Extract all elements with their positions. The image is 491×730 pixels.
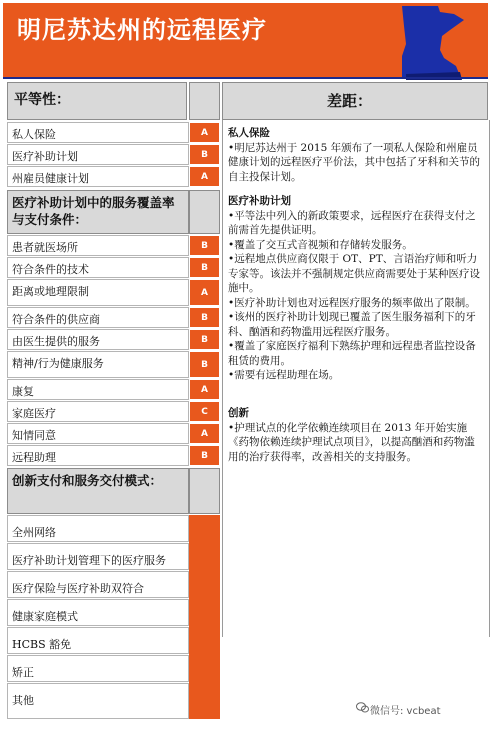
minnesota-map-icon (398, 6, 468, 80)
table-row (7, 515, 189, 542)
gap-section-innovation (228, 406, 480, 464)
section-paragraph: •远程地点供应商仅限于 OT、PT、言语治疗师和听力专家等。该法并不强制规定供应商需要处于某种医疗设施中。 (228, 253, 480, 294)
grade-badge: A (189, 279, 220, 306)
grade-badge: C (189, 401, 220, 422)
table-row (7, 445, 189, 466)
gap-section-private (228, 126, 480, 184)
section-paragraph: •需要有远程助理在场。 (228, 369, 340, 381)
table-row (7, 627, 189, 654)
innovation-header-side (189, 468, 220, 514)
grade-badge: B (189, 257, 220, 278)
row-label: 全州网络 (12, 526, 56, 539)
row-label: 由医生提供的服务 (12, 335, 100, 348)
grade-badge: A (189, 166, 220, 187)
row-label: 符合条件的技术 (12, 263, 89, 276)
row-label: 私人保险 (12, 128, 56, 141)
grade-badge: B (189, 307, 220, 328)
row-label: 州雇员健康计划 (12, 172, 89, 185)
table-row (7, 122, 189, 143)
section-paragraph: •明尼苏达州于 2015 年颁布了一项私人保险和州雇员健康计划的远程医疗平价法，其中包括了牙科和关节的自主投保计划。 (228, 141, 480, 183)
grade-badge: A (189, 379, 220, 400)
table-row (7, 423, 189, 444)
section-title: 私人保险 (228, 127, 270, 139)
equality-header-side (189, 82, 220, 120)
gap-header-text: 差距： (327, 92, 373, 110)
row-label: 距离或地理限制 (12, 285, 89, 298)
grade-badge: B (189, 235, 220, 256)
table-row (7, 279, 189, 306)
title-banner (3, 3, 488, 77)
row-label: HCBS 豁免 (12, 638, 72, 651)
row-label: 家庭医疗 (12, 407, 56, 420)
table-row (7, 235, 189, 256)
row-label: 患者就医场所 (12, 241, 78, 254)
table-row (7, 571, 189, 598)
row-label: 矫正 (12, 666, 34, 679)
row-label: 医疗补助计划管理下的医疗服务 (12, 554, 166, 567)
table-row (7, 144, 189, 165)
table-row (7, 351, 189, 378)
grade-badge: B (189, 351, 220, 378)
table-row (7, 401, 189, 422)
watermark-text: 微信号: vcbeat (370, 706, 441, 717)
section-paragraph: •覆盖了交互式音视频和存储转发服务。 (228, 238, 413, 251)
equality-header-text: 平等性： (14, 92, 70, 108)
coverage-header-side (189, 190, 220, 234)
table-row (7, 329, 189, 350)
table-row (7, 599, 189, 626)
grade-badge: B (189, 144, 220, 165)
row-label: 医疗补助计划 (12, 150, 78, 163)
row-label: 知情同意 (12, 429, 56, 442)
grade-badge: B (189, 445, 220, 466)
table-row (7, 543, 189, 570)
gap-header (222, 82, 488, 120)
innovation-accent-bar (189, 515, 220, 719)
grade-badge: B (189, 329, 220, 350)
table-row (7, 683, 189, 719)
table-row (7, 655, 189, 682)
section-paragraph: •该州的医疗补助计划现已覆盖了医生服务福利下的牙科、酗酒和药物滥用远程医疗服务。 (228, 311, 476, 338)
coverage-header: 医疗补助计划中的服务覆盖率与支付条件： (7, 190, 189, 234)
banner-divider (3, 77, 488, 79)
page-title: 明尼苏达州的远程医疗 (17, 16, 267, 44)
row-label: 远程助理 (12, 451, 56, 464)
row-label: 符合条件的供应商 (12, 313, 100, 326)
row-label: 医疗保险与医疗补助双符合 (12, 582, 144, 595)
gap-section-medicaid (228, 194, 480, 383)
section-title: 创新 (228, 407, 249, 419)
section-paragraph: •医疗补助计划也对远程医疗服务的频率做出了限制。 (228, 296, 476, 309)
row-label: 康复 (12, 385, 34, 398)
section-paragraph: •护理试点的化学依赖连续项目在 2013 年开始实施《药物依赖连续护理试点项目》，以提高酗酒和药物滥用的治疗获得率，改善相关的支持服务。 (228, 421, 475, 463)
section-paragraph: •覆盖了家庭医疗福利下熟练护理和远程患者监控设备租赁的费用。 (228, 340, 476, 367)
table-row (7, 166, 189, 187)
row-label: 健康家庭模式 (12, 610, 78, 623)
grade-badge: A (189, 423, 220, 444)
wechat-icon (356, 702, 369, 713)
grade-badge: A (189, 122, 220, 143)
innovation-header: 创新支付和服务交付模式： (7, 468, 189, 514)
section-paragraph: •平等法中列入的新政策要求，远程医疗在获得支付之前需首先提供证明。 (228, 209, 476, 236)
table-row (7, 257, 189, 278)
row-label: 其他 (12, 694, 34, 707)
table-row (7, 307, 189, 328)
row-label: 精神/行为健康服务 (12, 357, 104, 370)
equality-header (7, 82, 187, 120)
table-row (7, 379, 189, 400)
section-title: 医疗补助计划 (228, 195, 291, 207)
